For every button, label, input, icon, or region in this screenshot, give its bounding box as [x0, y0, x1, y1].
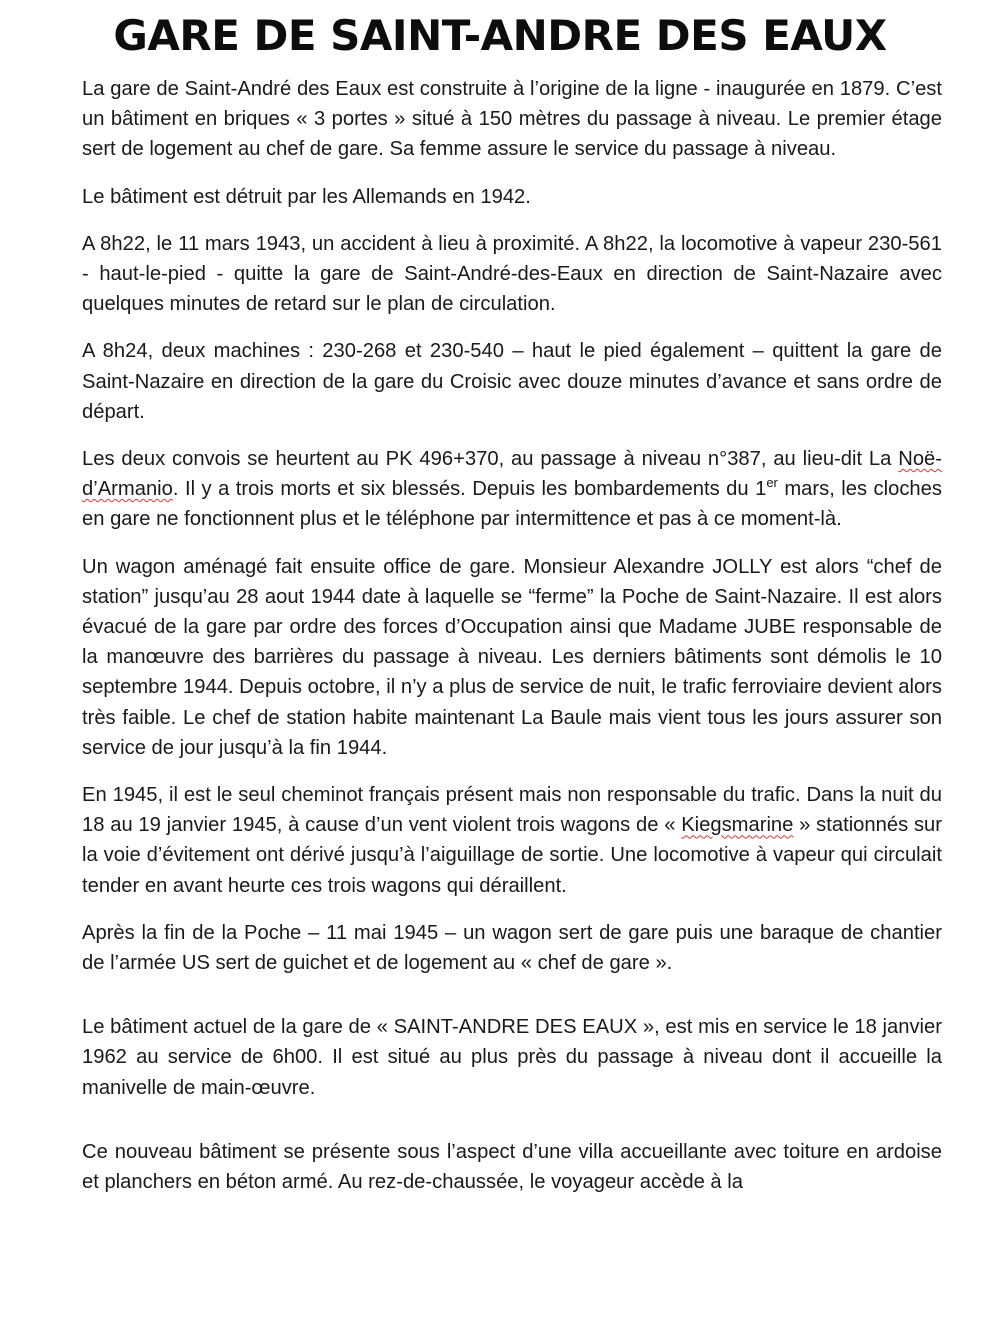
paragraph-6: Un wagon aménagé fait ensuite office de gare. Monsieur Alexandre JOLLY est alors “chef de station” jusqu’au 28 aout 1944 date à laquelle se “ferme” la Poche de Saint-Nazaire. Il est alors évacué de la gare par ordre des forces d’Occupation ainsi que Madame JUBE responsable de la manœuvre des barrières du passage à niveau. Les derniers bâtiments sont démolis le 10 septembre 1944. Depuis octobre, il n’y a plus de service de nuit, le trafic ferroviaire devient alors très faible. Le chef de station habite maintenant La Baule mais vient tous les jours assurer son service de jour jusqu’à la fin 1944.: [82, 555, 942, 759]
paragraph-7-text-c: » stationnés sur la voie d’évitement ont dérivé jusqu’à l’aiguillage de sortie. Une locomotive à vapeur qui circulait tender en avant heurte ces trois wagons qui déraillent.: [82, 814, 942, 897]
paragraph-3: A 8h22, le 11 mars 1943, un accident à lieu à proximité. A 8h22, la locomotive à vapeur 230-561 - haut-le-pied - quitte la gare de Saint-André-des-Eaux en direction de Saint-Nazaire avec quelques minutes de retard sur le plan de circulation.: [82, 232, 942, 316]
document-body: [82, 74, 942, 1214]
paragraph-4: A 8h24, deux machines : 230-268 et 230-540 – haut le pied également – quittent la gare de Saint-Nazaire en direction de la gare du Croisic avec douze minutes d’avance et sans ordre de départ.: [82, 340, 942, 423]
paragraph-8: Après la fin de la Poche – 11 mai 1945 – un wagon sert de gare puis une baraque de chantier de l’armée US sert de guichet et de logement au « chef de gare ».: [82, 921, 942, 975]
document-title: GARE DE SAINT-ANDRE DES EAUX: [113, 11, 887, 60]
paragraph-5-text-a: Les deux convois se heurtent au PK 496+370, au passage à niveau n°387, au lieu-dit La: [82, 448, 899, 471]
paragraph-5-text-d: mars, les cloches en gare ne fonctionnent plus et le téléphone par intermittence et pas à ce moment-là.: [82, 478, 942, 531]
paragraph-1: La gare de Saint-André des Eaux est construite à l’origine de la ligne - inaugurée en 1879. C’est un bâtiment en briques « 3 portes » situé à 150 mètres du passage à niveau. Le premier étage sert de logement au chef de gare. Sa femme assure le service du passage à niveau.: [82, 78, 942, 161]
paragraph-9: Le bâtiment actuel de la gare de « SAINT-ANDRE DES EAUX », est mis en service le 18 janvier 1962 au service de 6h00. Il est situé au plus près du passage à niveau dont il accueille la manivelle de main-œuvre.: [82, 1016, 942, 1099]
paragraph-7: [82, 780, 942, 901]
spellcheck-word-kiegsmarine: Kiegsmarine: [681, 814, 794, 837]
spellcheck-word-place-name: Noë-d’Armanio: [82, 448, 942, 501]
paragraph-5-text-c: . Il y a trois morts et six blessés. Depuis les bombardements du 1: [172, 478, 767, 501]
paragraph-5: [82, 444, 942, 535]
ordinal-superscript: er: [766, 474, 778, 490]
paragraph-2: Le bâtiment est détruit par les Allemands en 1942.: [82, 185, 531, 208]
paragraph-7-text-a: En 1945, il est le seul cheminot français présent mais non responsable du trafic. Dans la nuit du 18 au 19 janvier 1945, à cause d’un vent violent trois wagons de «: [82, 784, 942, 837]
paragraph-10: Ce nouveau bâtiment se présente sous l’aspect d’une villa accueillante avec toiture en ardoise et planchers en béton armé. Au rez-de-chaussée, le voyageur accède à la: [82, 1140, 942, 1194]
